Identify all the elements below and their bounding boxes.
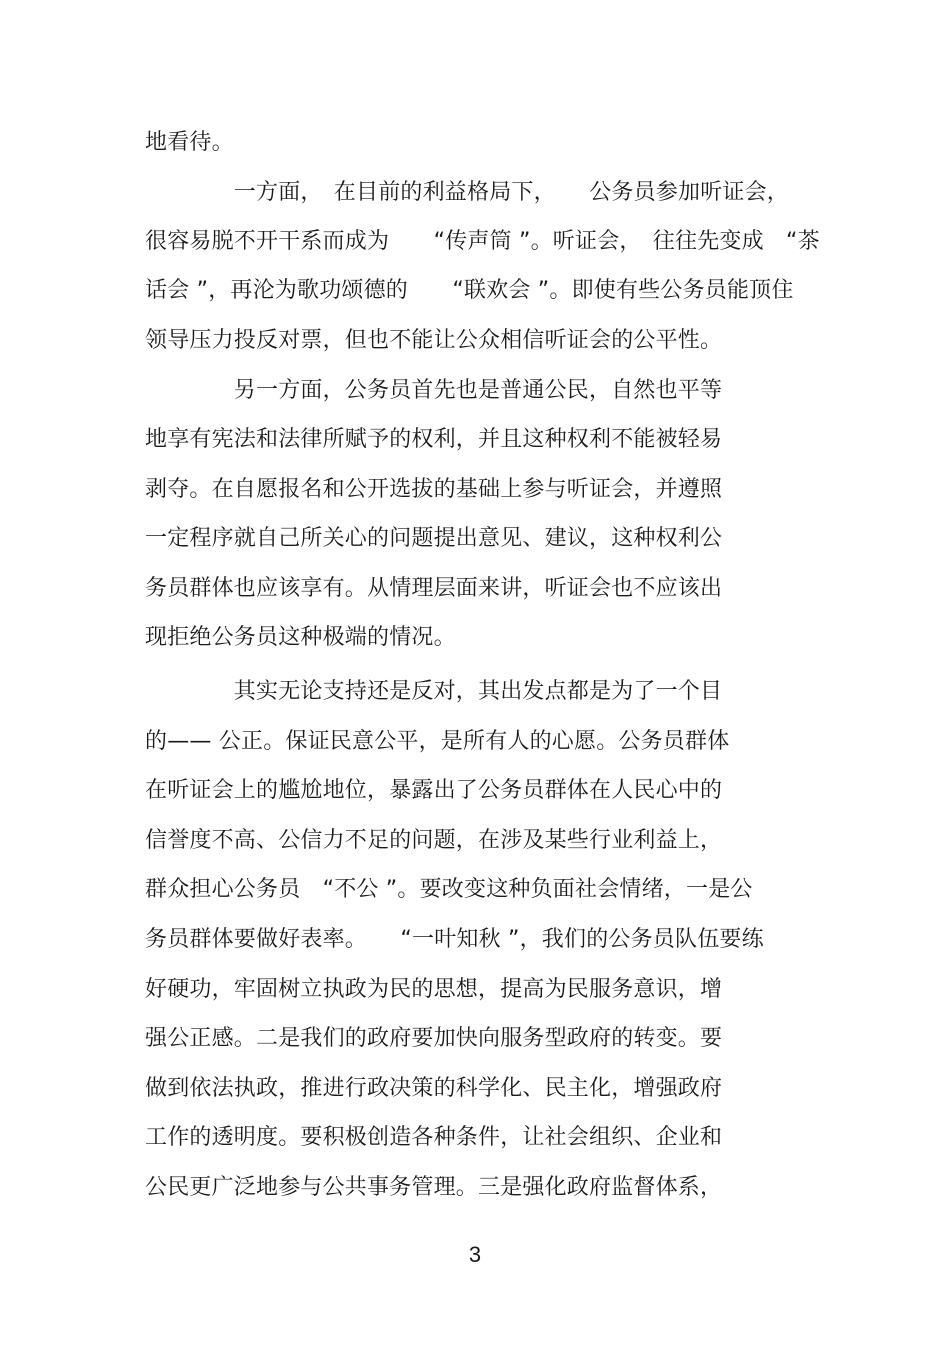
text-line: 剥夺。在自愿报名和公开选拔的基础上参与听证会，并遵照 — [145, 477, 723, 502]
text-line: 做到依法执政，推进行政决策的科学化、民主化，增强政府 — [145, 1076, 723, 1101]
text-line: 一定程序就自己所关心的问题提出意见、建议，这种权利公 — [145, 526, 723, 551]
text-line: 很容易脱不开干系而成为 “传声筒 ”。听证会， 往往先变成 “茶 — [145, 229, 820, 254]
text-line: 一方面， 在目前的利益格局下， 公务员参加听证会， — [145, 180, 790, 205]
text-line: 的—— 公正。保证民意公平，是所有人的心愿。公务员群体 — [145, 729, 730, 754]
text-line: 在听证会上的尴尬地位，暴露出了公务员群体在人民心中的 — [145, 778, 723, 803]
text-line: 地看待。 — [145, 130, 234, 155]
page-number: 3 — [468, 1242, 482, 1267]
text-line: 其实无论支持还是反对，其出发点都是为了一个目 — [145, 679, 723, 704]
text-line: 地享有宪法和法律所赋予的权利，并且这种权利不能被轻易 — [145, 427, 723, 452]
text-line: 强公正感。二是我们的政府要加快向服务型政府的转变。要 — [145, 1026, 723, 1051]
text-line: 群众担心公务员 “不公 ”。要改变这种负面社会情绪，一是公 — [145, 877, 753, 902]
text-line: 话会 ”，再沦为歌功颂德的 “联欢会 ”。即使有些公务员能顶住 — [145, 278, 794, 303]
text-line: 好硬功，牢固树立执政为民的思想，提高为民服务意识，增 — [145, 977, 723, 1002]
text-line: 现拒绝公务员这种极端的情况。 — [145, 625, 456, 650]
text-line: 公民更广泛地参与公共事务管理。三是强化政府监督体系， — [145, 1175, 723, 1200]
text-line: 务员群体要做好表率。 “一叶知秋 ”，我们的公务员队伍要练 — [145, 927, 764, 952]
text-line: 信誉度不高、公信力不足的问题，在涉及某些行业利益上， — [145, 828, 723, 853]
text-line: 领导压力投反对票，但也不能让公众相信听证会的公平性。 — [145, 328, 723, 353]
text-line: 务员群体也应该享有。从情理层面来讲，听证会也不应该出 — [145, 576, 723, 601]
text-line: 另一方面，公务员首先也是普通公民，自然也平等 — [145, 378, 723, 403]
text-line: 工作的透明度。要积极创造各种条件，让社会组织、企业和 — [145, 1125, 723, 1150]
